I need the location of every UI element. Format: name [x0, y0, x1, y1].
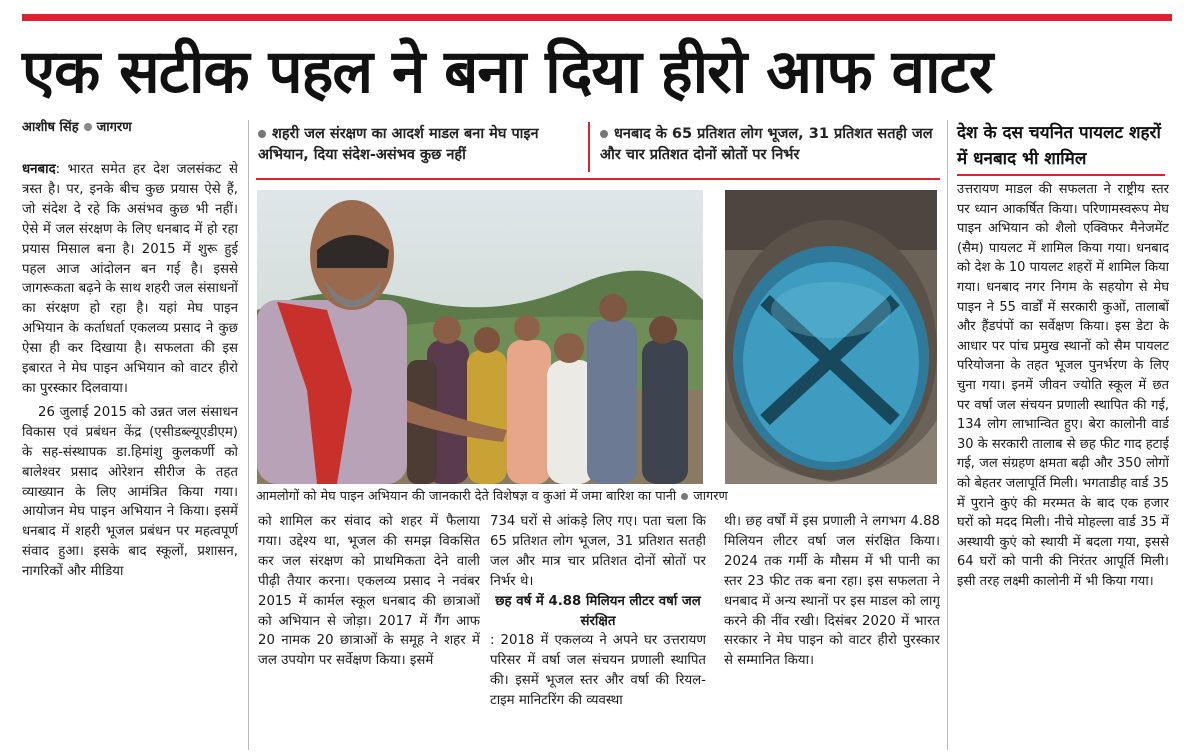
caption-dot-icon	[681, 493, 688, 500]
subhead-divider	[588, 122, 590, 172]
column2-text: को शामिल कर संवाद को शहर में फैलाया गया। उद्देश्य था, भूजल की समझ विकसित कर जल संरक्षण को प्राथमिकता देने वाली पीढ़ी तैयार करना। एकलव्य प्रसाद ने नवंबर 2015 में कार्मल स्कूल धनबाद की छात्राओं को अभियान से जोड़ा। 2017 में गैंग आफ 20 नामक 20 छात्राओं के समूह ने शहर में जल उपयोग पर सर्वेक्षण किया। इसमें	[258, 514, 480, 669]
byline-author: आशीष सिंह	[22, 120, 79, 135]
dateline: धनबाद	[22, 162, 56, 177]
column4-text: थी। छह वर्षों में इस प्रणाली ने लगभग 4.88 मिलियन लीटर वर्षा जल संरक्षित किया। 2024 तक गर्मी के मौसम में भी पानी का स्तर 23 फीट तक बना रहा। इस सफलता ने धनबाद में अन्य स्थानों पर इस माडल को लागू करने की नींव रखी। दिसंबर 2020 में भारत सरकार ने मेघ पाइन को वाटर हीरो पुरस्कार से सम्मानित किया।	[724, 514, 940, 669]
column-divider	[947, 120, 948, 750]
column3-subhead: छह वर्ष में 4.88 मिलियन लीटर वर्षा जल संरक्षित	[495, 593, 701, 629]
sidebar-title: देश के दस चयनित पायलट शहरों में धनबाद भी शामिल	[957, 123, 1161, 169]
byline-source: जागरण	[96, 120, 132, 135]
column-2	[258, 512, 480, 756]
column-3	[490, 512, 706, 756]
column1-para1: : भारत समेत हर देश जलसंकट से त्रस्त है। पर, इनके बीच कुछ प्रयास ऐसे हैं, जो संदेश दे रहे कि असंभव कुछ भी नहीं। ऐसे में जल संरक्षण के लिए धनबाद में हो रहा प्रयास मिसाल बना है। 2015 में शुरू हुई पहल आज आंदोलन बन गई है। इससे जागरूकता बढ़ने के साथ शहरी जल संसाधनों का संरक्षण हो रहा है। यहां मेघ पाइन अभियान के कर्ताधर्ता एकलव्य प्रसाद ने कुछ ऐसा ही कर दिखाया है। सफलता की इस इबारत ने मेघ पाइन अभियान को वाटर हीरो का पुरस्कार दिलवाया।	[22, 162, 238, 396]
sidebar-underline	[957, 174, 1165, 176]
column3-para2: : 2018 में एकलव्य ने अपने घर उत्तरायण परिसर में वर्षा जल संचयन प्रणाली स्थापित की। इसमें भूजल स्तर और वर्षा की रियल-टाइम मानिटरिंग की व्यवस्था	[490, 633, 706, 709]
byline	[22, 117, 132, 135]
column-4	[724, 512, 940, 756]
column3-para1: 734 घरों से आंकड़े लिए गए। पता चला कि 65 प्रतिशत लोग भूजल, 31 प्रतिशत सतही जल और मात्र चार प्रतिशत दोनों स्रोतों पर निर्भर थे।	[490, 514, 706, 589]
sidebar-text: उत्तरायण माडल की सफलता ने राष्ट्रीय स्तर पर ध्यान आकर्षित किया। परिणामस्वरूप मेघ पाइन अभियान को शैलो एक्विफर मैनेजमेंट (सैम) पायलट में शामिल किया गया। धनबाद को देश के 10 पायलट शहरों में शामिल किया गया। धनबाद नगर निगम के सहयोग से मेघ पाइन ने 55 वार्डों में सरकारी कुओं, तालाबों और हैंडपंपों का सर्वेक्षण किया। इस डेटा के आधार पर पांच प्रमुख स्थानों को सैम पायलट परियोजना के तहत भूजल पुनर्भरण के लिए चुना गया। इनमें जीवन ज्योति स्कूल में छत पर वर्षा जल संचयन प्रणाली स्थापित की गई, 134 लोग लाभान्वित हुए। बेरा कालोनी वार्ड 30 के सरकारी तालाब से छह फीट गाद हटाई गई, जल संग्रहण क्षमता बढ़ी और 350 लोगों को बेहतर जलापूर्ति मिली। भगताडीह वार्ड 35 में पुराने कुएं की मरम्मत के बाद एक हजार घरों को मदद मिली। नीचे मोहल्ला वार्ड 35 में अस्थायी कुएं को स्थायी में बदला गया, इससे 64 घरों को पानी की निरंतर आपूर्ति मिली। इसी तरह लक्ष्मी कालोनी में भी किया गया।	[957, 182, 1169, 589]
column-divider	[248, 120, 249, 750]
subhead-1: शहरी जल संरक्षण का आदर्श माडल बना मेघ पाइन अभियान, दिया संदेश-असंभव कुछ नहीं	[258, 126, 539, 163]
photo-well-image	[725, 190, 937, 484]
photo-expert-image	[257, 190, 703, 484]
photo-caption: आमलोगों को मेघ पाइन अभियान की जानकारी देते विशेषज्ञ व कुआं में जमा बारिश का पानी जागरण	[256, 489, 728, 504]
subhead-underline	[256, 178, 940, 180]
photo-expert-with-crowd	[257, 190, 703, 484]
caption-source: जागरण	[693, 489, 728, 504]
photo-well-water	[725, 190, 937, 484]
bullet-icon	[600, 130, 608, 138]
bullet-icon	[258, 130, 266, 138]
subhead-2: धनबाद के 65 प्रतिशत लोग भूजल, 31 प्रतिशत सतही जल और चार प्रतिशत दोनों स्रोतों पर निर्भर	[600, 126, 933, 163]
headline: एक सटीक पहल ने बना दिया हीरो आफ वाटर	[22, 37, 993, 107]
byline-dot-icon	[84, 123, 92, 131]
top-red-rule	[22, 14, 1172, 21]
column-1	[22, 160, 238, 756]
column1-para2: 26 जुलाई 2015 को उन्नत जल संसाधन विकास एवं प्रबंधन केंद्र (एसीडब्ल्यूएडीएम) के सह-संस्थापक डा.हिमांशु कुलकर्णी को बालेश्वर प्रसाद ओरेशन सीरीज के तहत व्याख्यान के लिए आमंत्रित किया गया। आयोजन मेघ पाइन अभियान ने किया। इसमें धनबाद में शहरी भूजल प्रबंधन पर महत्वपूर्ण संवाद हुआ। इसके बाद स्कूलों, प्रशासन, नागरिकों और मीडिया	[22, 404, 238, 580]
